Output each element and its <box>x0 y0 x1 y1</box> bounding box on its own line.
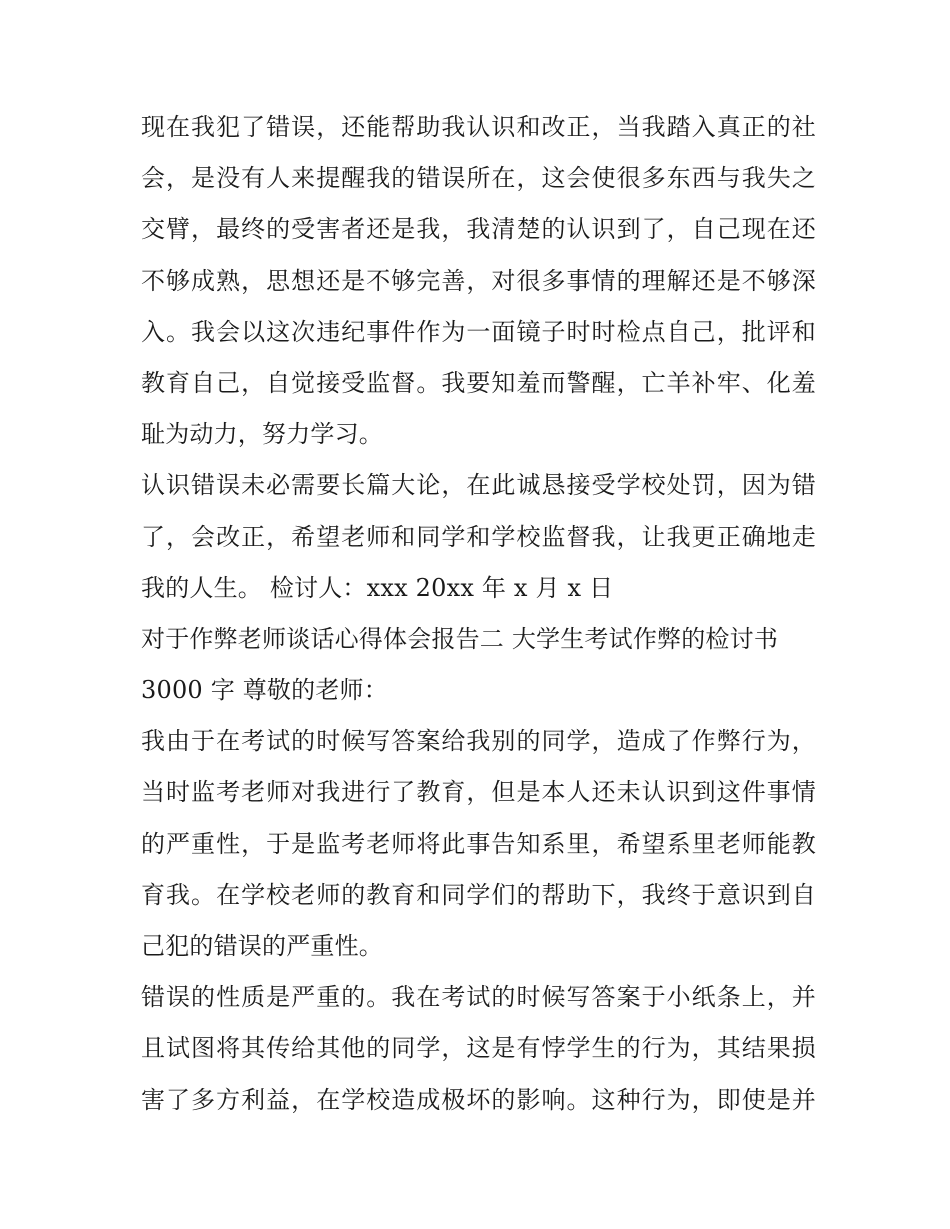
text-line: 我的人生。 检讨人：xxx 20xx 年 x 月 x 日 <box>141 573 614 602</box>
text-line: 己犯的错误的严重性。 <box>141 932 383 960</box>
document-body <box>141 102 816 1126</box>
text-line: 害了多方利益，在学校造成极坏的影响。这种行为，即使是并 <box>141 1085 816 1114</box>
text-line: 的严重性，于是监考老师将此事告知系里，希望系里老师能教 <box>141 829 816 858</box>
text-line: 对于作弊老师谈话心得体会报告二 大学生考试作弊的检讨书 <box>141 624 779 653</box>
text-line: 耻为动力，努力学习。 <box>141 420 383 449</box>
text-line: 错误的性质是严重的。我在考试的时候写答案于小纸条上，并 <box>141 983 816 1012</box>
text-line: 了，会改正，希望老师和同学和学校监督我，让我更正确地走 <box>141 522 816 551</box>
text-line: 现在我犯了错误，还能帮助我认识和改正，当我踏入真正的社 <box>141 113 816 141</box>
text-line: 交臂，最终的受害者还是我，我清楚的认识到了，自己现在还 <box>141 215 816 244</box>
text-line: 入。我会以这次违纪事件作为一面镜子时时检点自己，批评和 <box>141 317 816 346</box>
text-line: 育我。在学校老师的教育和同学们的帮助下，我终于意识到自 <box>141 880 816 909</box>
text-line: 认识错误未必需要长篇大论，在此诚恳接受学校处罚，因为错 <box>141 471 816 500</box>
text-line: 我由于在考试的时候写答案给我别的同学，造成了作弊行为， <box>141 727 816 756</box>
text-line: 教育自己，自觉接受监督。我要知羞而警醒，亡羊补牢、化羞 <box>141 368 816 397</box>
text-line: 且试图将其传给其他的同学，这是有悖学生的行为，其结果损 <box>141 1034 816 1063</box>
text-line: 当时监考老师对我进行了教育，但是本人还未认识到这件事情 <box>141 778 816 807</box>
text-line: 3000 字 尊敬的老师： <box>141 676 388 705</box>
text-line: 不够成熟，思想还是不够完善，对很多事情的理解还是不够深 <box>141 266 816 295</box>
text-line: 会，是没有人来提醒我的错误所在，这会使很多东西与我失之 <box>141 164 816 193</box>
